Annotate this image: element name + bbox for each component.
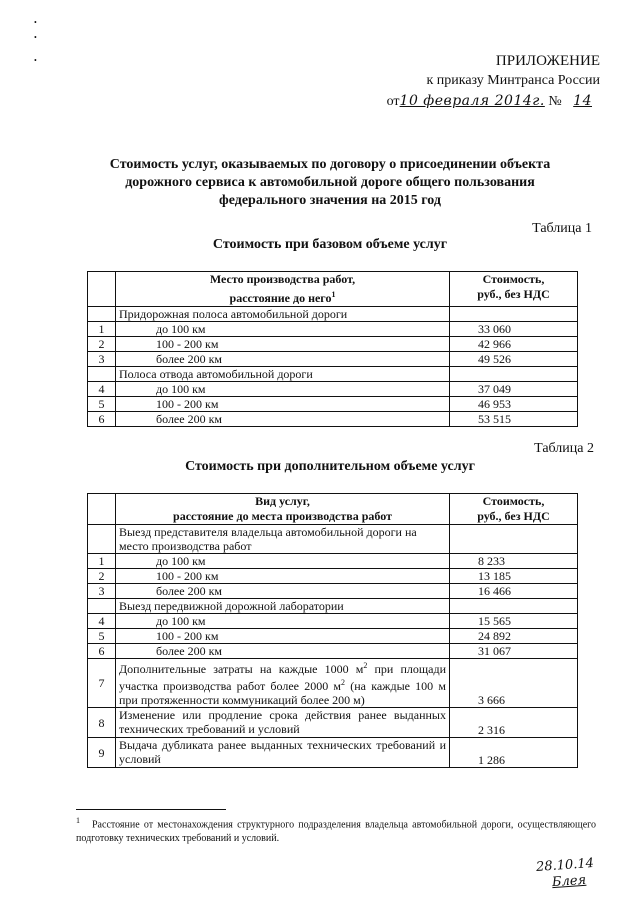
table-row: 6 более 200 км 31 067: [88, 644, 578, 659]
appendix-header: [340, 52, 600, 111]
document-title: Стоимость услуг, оказываемых по договору о присоединении объекта дорожного сервиса к автомобильной дороге общего пользования федерального значения на 2015 год: [109, 157, 551, 208]
table-row: 9 Выдача дубликата ранее выданных технических требований и условий 1 286: [88, 738, 578, 768]
table1-subtitle: Стоимость при базовом объеме услуг: [212, 237, 448, 252]
table2: [87, 493, 578, 768]
order-date-line: от10 февраля 2014г. № 14: [340, 92, 600, 111]
footnote-divider: [76, 809, 226, 810]
margin-mark: •: [34, 18, 37, 27]
table-row: 2 100 - 200 км 13 185: [88, 569, 578, 584]
table-row: 7 Дополнительные затраты на каждые 1000 $м^2$ при площади участка производства работ более 2000 $м^2$ (на каждые 100 м при протяженности коммуникаций более 200 м) 3 666: [88, 659, 578, 708]
additional-costs-text: Дополнительные затраты на каждые 1000 $м^2$ при площади участка производства работ более 2000 $м^2$ (на каждые 100 м при протяженности коммуникаций более 200 м): [116, 659, 450, 708]
table2-label: Таблица 2: [534, 441, 594, 456]
table-row: 4 до 100 км 15 565: [88, 614, 578, 629]
table-row: 1 до 100 км 33 060: [88, 322, 578, 337]
table2-section-title: Выезд передвижной дорожной лаборатории: [116, 599, 450, 614]
order-reference: к приказу Минтранса России: [426, 73, 600, 88]
appendix-title: ПРИЛОЖЕНИЕ: [495, 53, 600, 69]
table1-label: Таблица 1: [532, 221, 592, 236]
table-row: 5 100 - 200 км 24 892: [88, 629, 578, 644]
table-row: 1 до 100 км 8 233: [88, 554, 578, 569]
table-row: 3 более 200 км 16 466: [88, 584, 578, 599]
margin-mark: •: [34, 33, 37, 42]
table-row: 3 более 200 км 49 526: [88, 352, 578, 367]
table1-header-place: Место производства работ, расстояние до него$^1$: [116, 272, 450, 307]
table-row: 8 Изменение или продление срока действия ранее выданных технических требований и условий 2 316: [88, 708, 578, 738]
order-date: 10 февраля 2014г.: [399, 93, 545, 109]
table-row: 2 100 - 200 км 42 966: [88, 337, 578, 352]
handwritten-signature: Блея: [551, 872, 587, 891]
table2-header-service: Вид услуг, расстояние до места производства работ: [116, 494, 450, 525]
table1-section-title: Придорожная полоса автомобильной дороги: [116, 307, 450, 322]
table-row: 6 более 200 км 53 515: [88, 412, 578, 427]
table2-section-title: Выезд представителя владельца автомобильной дороги на место производства работ: [116, 525, 450, 554]
table-row: 5 100 - 200 км 46 953: [88, 397, 578, 412]
table1: [87, 271, 578, 427]
table1-header-cost: Стоимость, руб., без НДС: [450, 272, 578, 307]
margin-mark: •: [34, 56, 37, 65]
footnote: $^1$ Расстояние от местонахождения структурного подразделения владельца автомобильной дороги, осуществляющего подготовку технических требований и условий.: [76, 816, 596, 845]
table-row: 4 до 100 км 37 049: [88, 382, 578, 397]
table2-header-cost: Стоимость, руб., без НДС: [450, 494, 578, 525]
order-number: 14: [573, 93, 592, 109]
table2-subtitle: Стоимость при дополнительном объеме услуг: [185, 459, 475, 474]
handwritten-date: 28.10.14: [535, 855, 595, 876]
table1-section-title: Полоса отвода автомобильной дороги: [116, 367, 450, 382]
